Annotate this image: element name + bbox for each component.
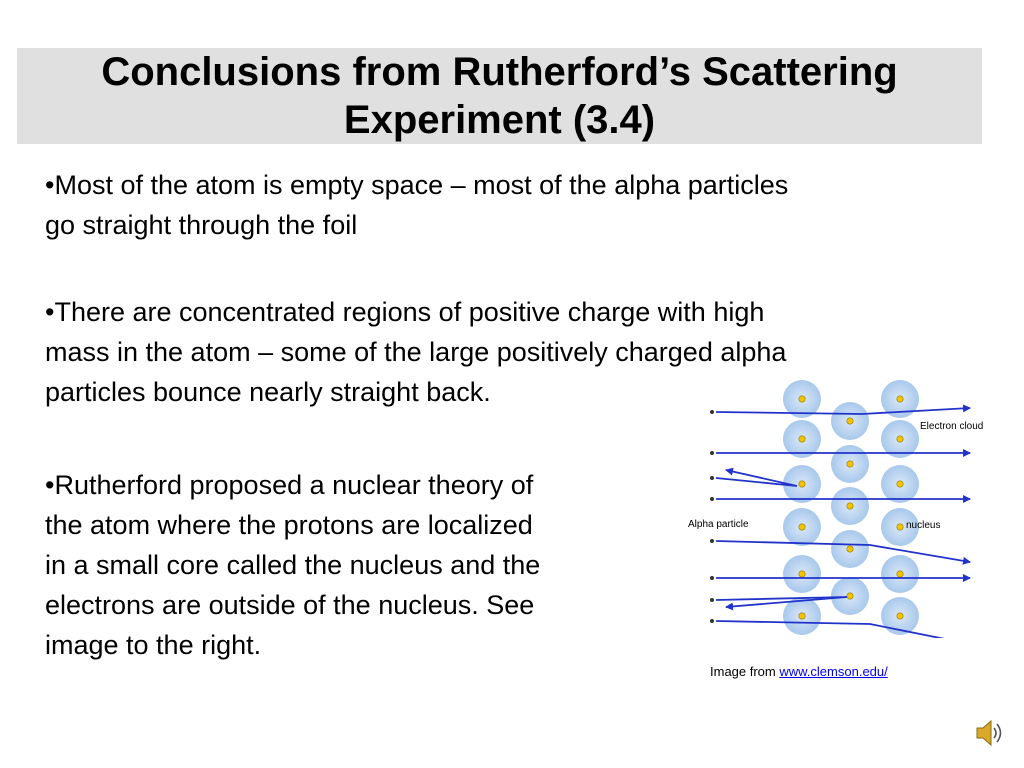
source-link[interactable]: www.clemson.edu/	[779, 664, 888, 679]
bullet-line: image to the right.	[45, 630, 262, 660]
bullet-line: electrons are outside of the nucleus. See	[45, 590, 535, 620]
bullet-line: •There are concentrated regions of positive charge with high	[45, 297, 765, 327]
alpha-source-dot	[710, 476, 714, 480]
nucleus-dot	[897, 524, 903, 530]
bullet-line: particles bounce nearly straight back.	[45, 377, 491, 407]
nucleus-dot	[897, 436, 903, 442]
electron-cloud-label: Electron cloud	[920, 421, 984, 432]
alpha-particle-label: Alpha particle	[688, 519, 749, 530]
nucleus-dot	[799, 481, 805, 487]
bullet-line: mass in the atom – some of the large positively charged alpha	[45, 337, 787, 367]
nucleus-dot	[897, 571, 903, 577]
nucleus-dot	[847, 461, 853, 467]
title-line-1: Conclusions from Rutherford’s Scattering	[101, 50, 898, 94]
scattering-diagram	[682, 378, 1002, 638]
atom-grid	[783, 380, 919, 635]
nucleus-dot	[847, 418, 853, 424]
alpha-source-dot	[710, 539, 714, 543]
alpha-particle-path	[716, 621, 970, 638]
alpha-particle-path	[716, 597, 847, 607]
nucleus-dot	[847, 503, 853, 509]
alpha-source-dot	[710, 451, 714, 455]
bullet-line: the atom where the protons are localized	[45, 510, 533, 540]
title-line-2: Experiment (3.4)	[343, 98, 656, 142]
alpha-source-dot	[710, 619, 714, 623]
bullet-empty-space	[45, 165, 995, 245]
slide-title	[17, 48, 982, 144]
nucleus-dot	[897, 481, 903, 487]
alpha-source-dot	[710, 598, 714, 602]
speaker-icon[interactable]	[974, 716, 1004, 750]
caption-prefix: Image from	[710, 664, 780, 679]
nucleus-dot	[897, 613, 903, 619]
alpha-source-dot	[710, 576, 714, 580]
bullet-line: •Rutherford proposed a nuclear theory of	[45, 470, 534, 500]
nucleus-dot	[847, 593, 853, 599]
bullet-nuclear-theory	[45, 465, 685, 665]
bullet-line: go straight through the foil	[45, 210, 358, 240]
bullet-line: in a small core called the nucleus and the	[45, 550, 541, 580]
nucleus-dot	[799, 571, 805, 577]
nucleus-label: nucleus	[906, 520, 941, 531]
bullet-line: •Most of the atom is empty space – most of the alpha particles	[45, 170, 789, 200]
nucleus-dot	[799, 613, 805, 619]
nucleus-dot	[897, 396, 903, 402]
image-caption	[710, 664, 888, 679]
alpha-source-dot	[710, 497, 714, 501]
nucleus-dot	[799, 524, 805, 530]
nucleus-dot	[847, 546, 853, 552]
nucleus-dot	[799, 436, 805, 442]
nucleus-dot	[799, 396, 805, 402]
alpha-source-dot	[710, 410, 714, 414]
